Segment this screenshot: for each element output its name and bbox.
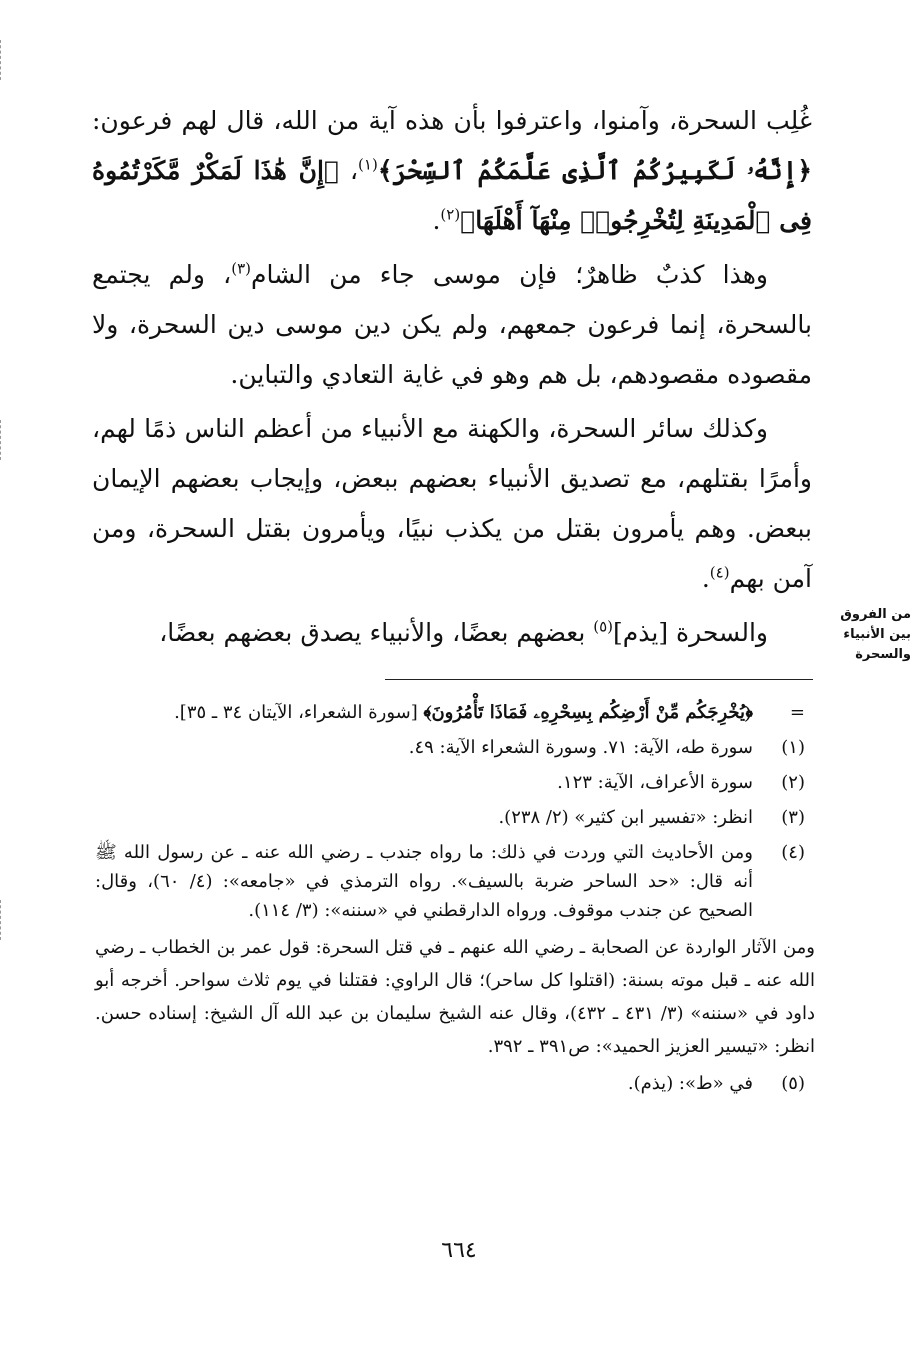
- period: .: [701, 564, 710, 593]
- footnote-ref-5: (٥): [593, 617, 614, 636]
- footnote-continuation: [95, 698, 815, 727]
- continuation-ref: [سورة الشعراء، الآيتان ٣٤ ـ ٣٥].: [174, 702, 424, 723]
- footnote-4: [95, 838, 815, 925]
- paragraph-4: [92, 608, 812, 658]
- footnote-text: سورة طه، الآية: ٧١. وسورة الشعراء الآية: ٤٩.: [408, 737, 753, 758]
- binding-mark: [0, 420, 5, 460]
- separator: ،: [338, 156, 359, 185]
- footnote-ref-1: (١): [358, 155, 378, 174]
- paragraph-2: [92, 250, 812, 400]
- footnotes: [95, 698, 815, 1104]
- footnote-ref-2: (٢): [440, 205, 461, 224]
- p3-text-1: وكذلك سائر السحرة، والكهنة مع الأنبياء من أعظم الناس ذمًا لهم، وأمرًا بقتلهم، مع تصديق الأنبياء بعضهم ببعض، وإيجاب بعضهم الإيمان ببعض. وهم يأمرون بقتل من يكذب نبيًا، ويأمرون بقتل السحرة، ومن آمن بهم: [92, 414, 812, 593]
- page-number: ٦٦٤: [441, 1238, 477, 1263]
- p4-text-1: والسحرة [يذم]: [613, 618, 768, 647]
- binding-mark: [0, 40, 5, 80]
- footnote-ref-3: (٣): [231, 259, 251, 278]
- p4-text-2: بعضهم بعضًا، والأنبياء يصدق بعضهم بعضًا،: [159, 618, 594, 647]
- footnote-text: ومن الأحاديث التي وردت في ذلك: ما رواه جندب ـ رضي الله عنه ـ عن رسول الله ﷺ أنه قال: «حد الساحر ضربة بالسيف». رواه الترمذي في «جامعه»: (٤/ ٦٠)، وقال: الصحيح عن جندب موقوف. ورواه الدارقطني في «سننه»: (٣/ ١١٤).: [95, 842, 753, 921]
- footnote-4-continued: [95, 931, 815, 1063]
- footnote-1: [95, 733, 815, 762]
- footnote-number: (٢): [781, 772, 805, 793]
- footnote-divider: [385, 679, 813, 680]
- quran-verse-1: ﴿إِنَّهُۥ لَكَبِيرُكُمُ ٱلَّذِى عَلَّمَكُمُ ٱلسِّحْرَ﴾: [377, 156, 812, 185]
- p2-text-1: وهذا كذبٌ ظاهرٌ؛ فإن موسى جاء من الشام: [251, 260, 768, 289]
- footnote-number: (٥): [781, 1073, 805, 1094]
- footnote-3: [95, 803, 815, 832]
- paragraph-1: [92, 96, 812, 246]
- footnote-text: انظر: «تفسير ابن كثير» (٢/ ٢٣٨).: [498, 807, 753, 828]
- continuation-quran: ﴿يُخْرِجَكُم مِّنْ أَرْضِكُم بِسِحْرِهِۦ فَمَاذَا تَأْمُرُونَ﴾: [423, 702, 753, 723]
- footnote-2: [95, 768, 815, 797]
- continuation-mark: =: [789, 702, 805, 723]
- paragraph-3: [92, 404, 812, 604]
- footnote-text: في «ط»: (يذم).: [627, 1073, 753, 1094]
- binding-mark: [0, 900, 5, 940]
- footnote-text: سورة الأعراف، الآية: ١٢٣.: [557, 772, 753, 793]
- footnote-number: (١): [781, 737, 805, 758]
- footnote-number: (٤): [781, 842, 805, 863]
- p1-text: غُلِب السحرة، وآمنوا، واعترفوا بأن هذه آية من الله، قال لهم فرعون:: [92, 106, 812, 135]
- margin-note: من الفروق بين الأنبياء والسحرة: [840, 607, 911, 662]
- p2-text-2: ، ولم يجتمع بالسحرة، إنما فرعون جمعهم، ولم يكن دين موسى دين السحرة، ولا مقصوده مقصودهم، بل هم وهو في غاية التعادي والتباين.: [92, 260, 812, 389]
- footnote-text: [95, 698, 753, 727]
- footnote-5: [95, 1069, 815, 1098]
- period: .: [432, 206, 441, 235]
- footnote-ref-4: (٤): [709, 563, 730, 582]
- footnote-text: ومن الآثار الواردة عن الصحابة ـ رضي الله عنهم ـ في قتل السحرة: قول عمر بن الخطاب ـ رضي الله عنه ـ قبل موته بسنة: (اقتلوا كل ساحر)؛ قال الراوي: فقتلنا في يوم ثلاث سواحر. أخرجه أبو داود في «سننه» (٣/ ٤٣١ ـ ٤٣٢)، وقال عنه الشيخ سليمان بن عبد الله آل الشيخ: إسناده حسن. انظر: «تيسير العزيز الحميد»: ص٣٩١ ـ ٣٩٢.: [95, 937, 816, 1057]
- footnote-number: (٣): [781, 807, 805, 828]
- main-text: [92, 96, 812, 658]
- quran-verse-2: ﴿إِنَّ هَٰذَا لَمَكْرٌ مَّكَرْتُمُوهُ فِى ٱلْمَدِينَةِ لِتُخْرِجُوا۟ مِنْهَآ أَهْلَهَا﴾: [92, 156, 812, 235]
